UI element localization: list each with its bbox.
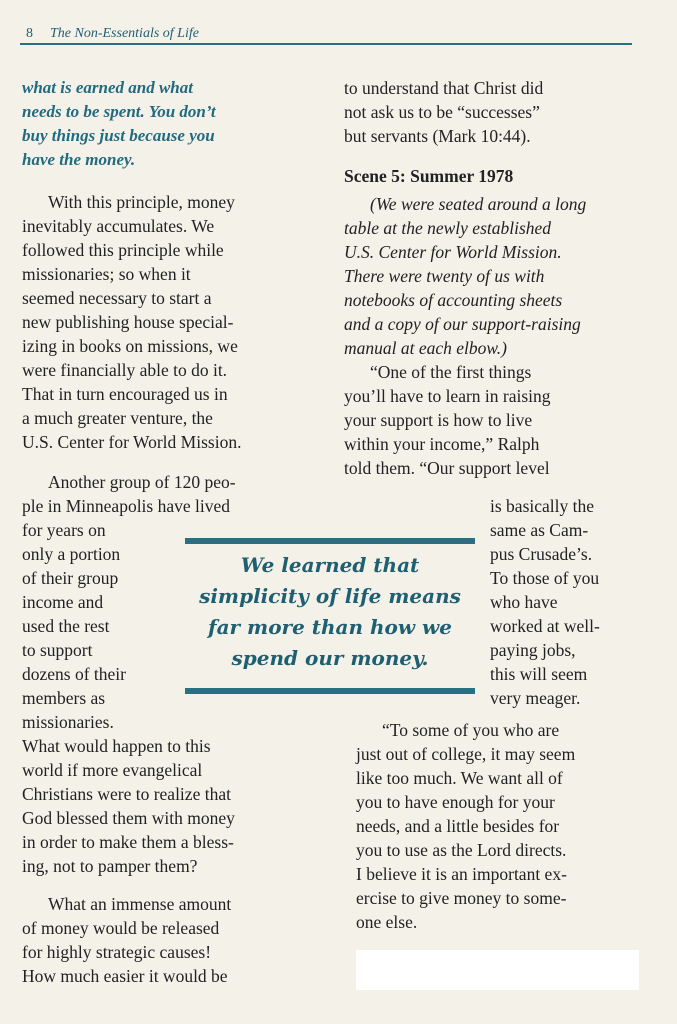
pull-quote-line: far more than how we bbox=[207, 615, 453, 639]
paragraph-3 bbox=[22, 892, 342, 988]
text-line: income and bbox=[22, 592, 104, 612]
text-line: missionaries. bbox=[22, 712, 114, 732]
pull-quote-line: spend our money. bbox=[231, 646, 429, 670]
scene-note bbox=[344, 192, 644, 360]
text-line: worked at well- bbox=[490, 616, 600, 636]
text-line: this will seem bbox=[490, 664, 588, 684]
text-line: only a portion bbox=[22, 544, 121, 564]
pull-quote bbox=[185, 538, 475, 698]
text-line: new publishing house special- bbox=[22, 312, 234, 332]
text-line: you to have enough for your bbox=[356, 792, 555, 812]
text-line: is basically the bbox=[490, 496, 595, 516]
paragraph-2-start bbox=[22, 470, 332, 518]
lead-emphasis bbox=[22, 76, 332, 172]
text-line: world if more evangelical bbox=[22, 760, 203, 780]
text-line: for years on bbox=[22, 520, 106, 540]
text-line: buy things just because you bbox=[22, 126, 215, 145]
text-line: were financially able to do it. bbox=[22, 360, 228, 380]
page-number: 8 bbox=[26, 26, 33, 41]
text-line: and a copy of our support-raising bbox=[344, 314, 581, 334]
text-line: That in turn encouraged us in bbox=[22, 384, 228, 404]
pull-quote-bottom-rule bbox=[185, 688, 475, 694]
text-line: How much easier it would be bbox=[22, 966, 228, 986]
text-line: not ask us to be “successes” bbox=[344, 102, 540, 122]
text-line: you to use as the Lord directs. bbox=[356, 840, 567, 860]
white-patch bbox=[356, 950, 639, 990]
text-line: followed this principle while bbox=[22, 240, 224, 260]
text-line: To those of you bbox=[490, 568, 600, 588]
text-line: U.S. Center for World Mission. bbox=[344, 242, 562, 262]
text-line: to understand that Christ did bbox=[344, 78, 544, 98]
text-line: dozens of their bbox=[22, 664, 126, 684]
quote-2 bbox=[356, 718, 656, 934]
header-rule bbox=[20, 43, 632, 45]
text-line: U.S. Center for World Mission. bbox=[22, 432, 242, 452]
text-line: needs to be spent. You don’t bbox=[22, 102, 216, 121]
text-line: What would happen to this bbox=[22, 736, 211, 756]
text-line: ing, not to pamper them? bbox=[22, 856, 198, 876]
text-line: Another group of 120 peo- bbox=[48, 472, 236, 492]
scene-heading: Scene 5: Summer 1978 bbox=[344, 166, 514, 186]
paragraph-2-narrow bbox=[22, 518, 182, 734]
text-line: who have bbox=[490, 592, 558, 612]
paragraph-1 bbox=[22, 190, 332, 454]
text-line: have the money. bbox=[22, 150, 136, 169]
text-line: just out of college, it may seem bbox=[356, 744, 576, 764]
text-line: but servants (Mark 10:44). bbox=[344, 126, 531, 146]
text-line: to support bbox=[22, 640, 93, 660]
text-line: notebooks of accounting sheets bbox=[344, 290, 563, 310]
text-line: told them. “Our support level bbox=[344, 458, 550, 478]
text-line: pus Crusade’s. bbox=[490, 544, 593, 564]
text-line: seemed necessary to start a bbox=[22, 288, 212, 308]
text-line: Christians were to realize that bbox=[22, 784, 231, 804]
text-line: (We were seated around a long bbox=[370, 194, 587, 214]
text-line: There were twenty of us with bbox=[344, 266, 545, 286]
text-line: inevitably accumulates. We bbox=[22, 216, 215, 236]
paragraph-2-end bbox=[22, 734, 342, 878]
text-line: your support is how to live bbox=[344, 410, 533, 430]
text-line: what is earned and what bbox=[22, 78, 193, 97]
text-line: ercise to give money to some- bbox=[356, 888, 567, 908]
text-line: a much greater venture, the bbox=[22, 408, 213, 428]
text-line: of their group bbox=[22, 568, 119, 588]
running-header bbox=[20, 24, 632, 46]
text-line: I believe it is an important ex- bbox=[356, 864, 567, 884]
pull-quote-line: We learned that bbox=[240, 553, 420, 577]
text-line: needs, and a little besides for bbox=[356, 816, 560, 836]
text-line: like too much. We want all of bbox=[356, 768, 563, 788]
text-line: in order to make them a bless- bbox=[22, 832, 234, 852]
pull-quote-top-rule bbox=[185, 538, 475, 544]
text-line: same as Cam- bbox=[490, 520, 589, 540]
text-line: you’ll have to learn in raising bbox=[344, 386, 551, 406]
text-line: for highly strategic causes! bbox=[22, 942, 212, 962]
text-line: izing in books on missions, we bbox=[22, 336, 238, 356]
text-line: What an immense amount bbox=[48, 894, 232, 914]
text-line: used the rest bbox=[22, 616, 110, 636]
pull-quote-text bbox=[185, 550, 475, 674]
quote-1-narrow bbox=[490, 494, 650, 710]
text-line: With this principle, money bbox=[48, 192, 235, 212]
right-column bbox=[344, 76, 644, 480]
left-column bbox=[22, 76, 332, 454]
text-line: members as bbox=[22, 688, 106, 708]
text-line: table at the newly established bbox=[344, 218, 552, 238]
book-title: The Non-Essentials of Life bbox=[50, 26, 199, 41]
text-line: ple in Minneapolis have lived bbox=[22, 496, 231, 516]
text-line: God blessed them with money bbox=[22, 808, 235, 828]
text-line: within your income,” Ralph bbox=[344, 434, 540, 454]
text-line: missionaries; so when it bbox=[22, 264, 191, 284]
text-line: of money would be released bbox=[22, 918, 220, 938]
quote-1 bbox=[344, 360, 644, 480]
text-line: manual at each elbow.) bbox=[344, 338, 507, 358]
pull-quote-line: simplicity of life means bbox=[199, 584, 461, 608]
text-line: very meager. bbox=[490, 688, 581, 708]
text-line: paying jobs, bbox=[490, 640, 576, 660]
text-line: “One of the first things bbox=[370, 362, 532, 382]
text-line: “To some of you who are bbox=[382, 720, 560, 740]
text-line: one else. bbox=[356, 912, 418, 932]
